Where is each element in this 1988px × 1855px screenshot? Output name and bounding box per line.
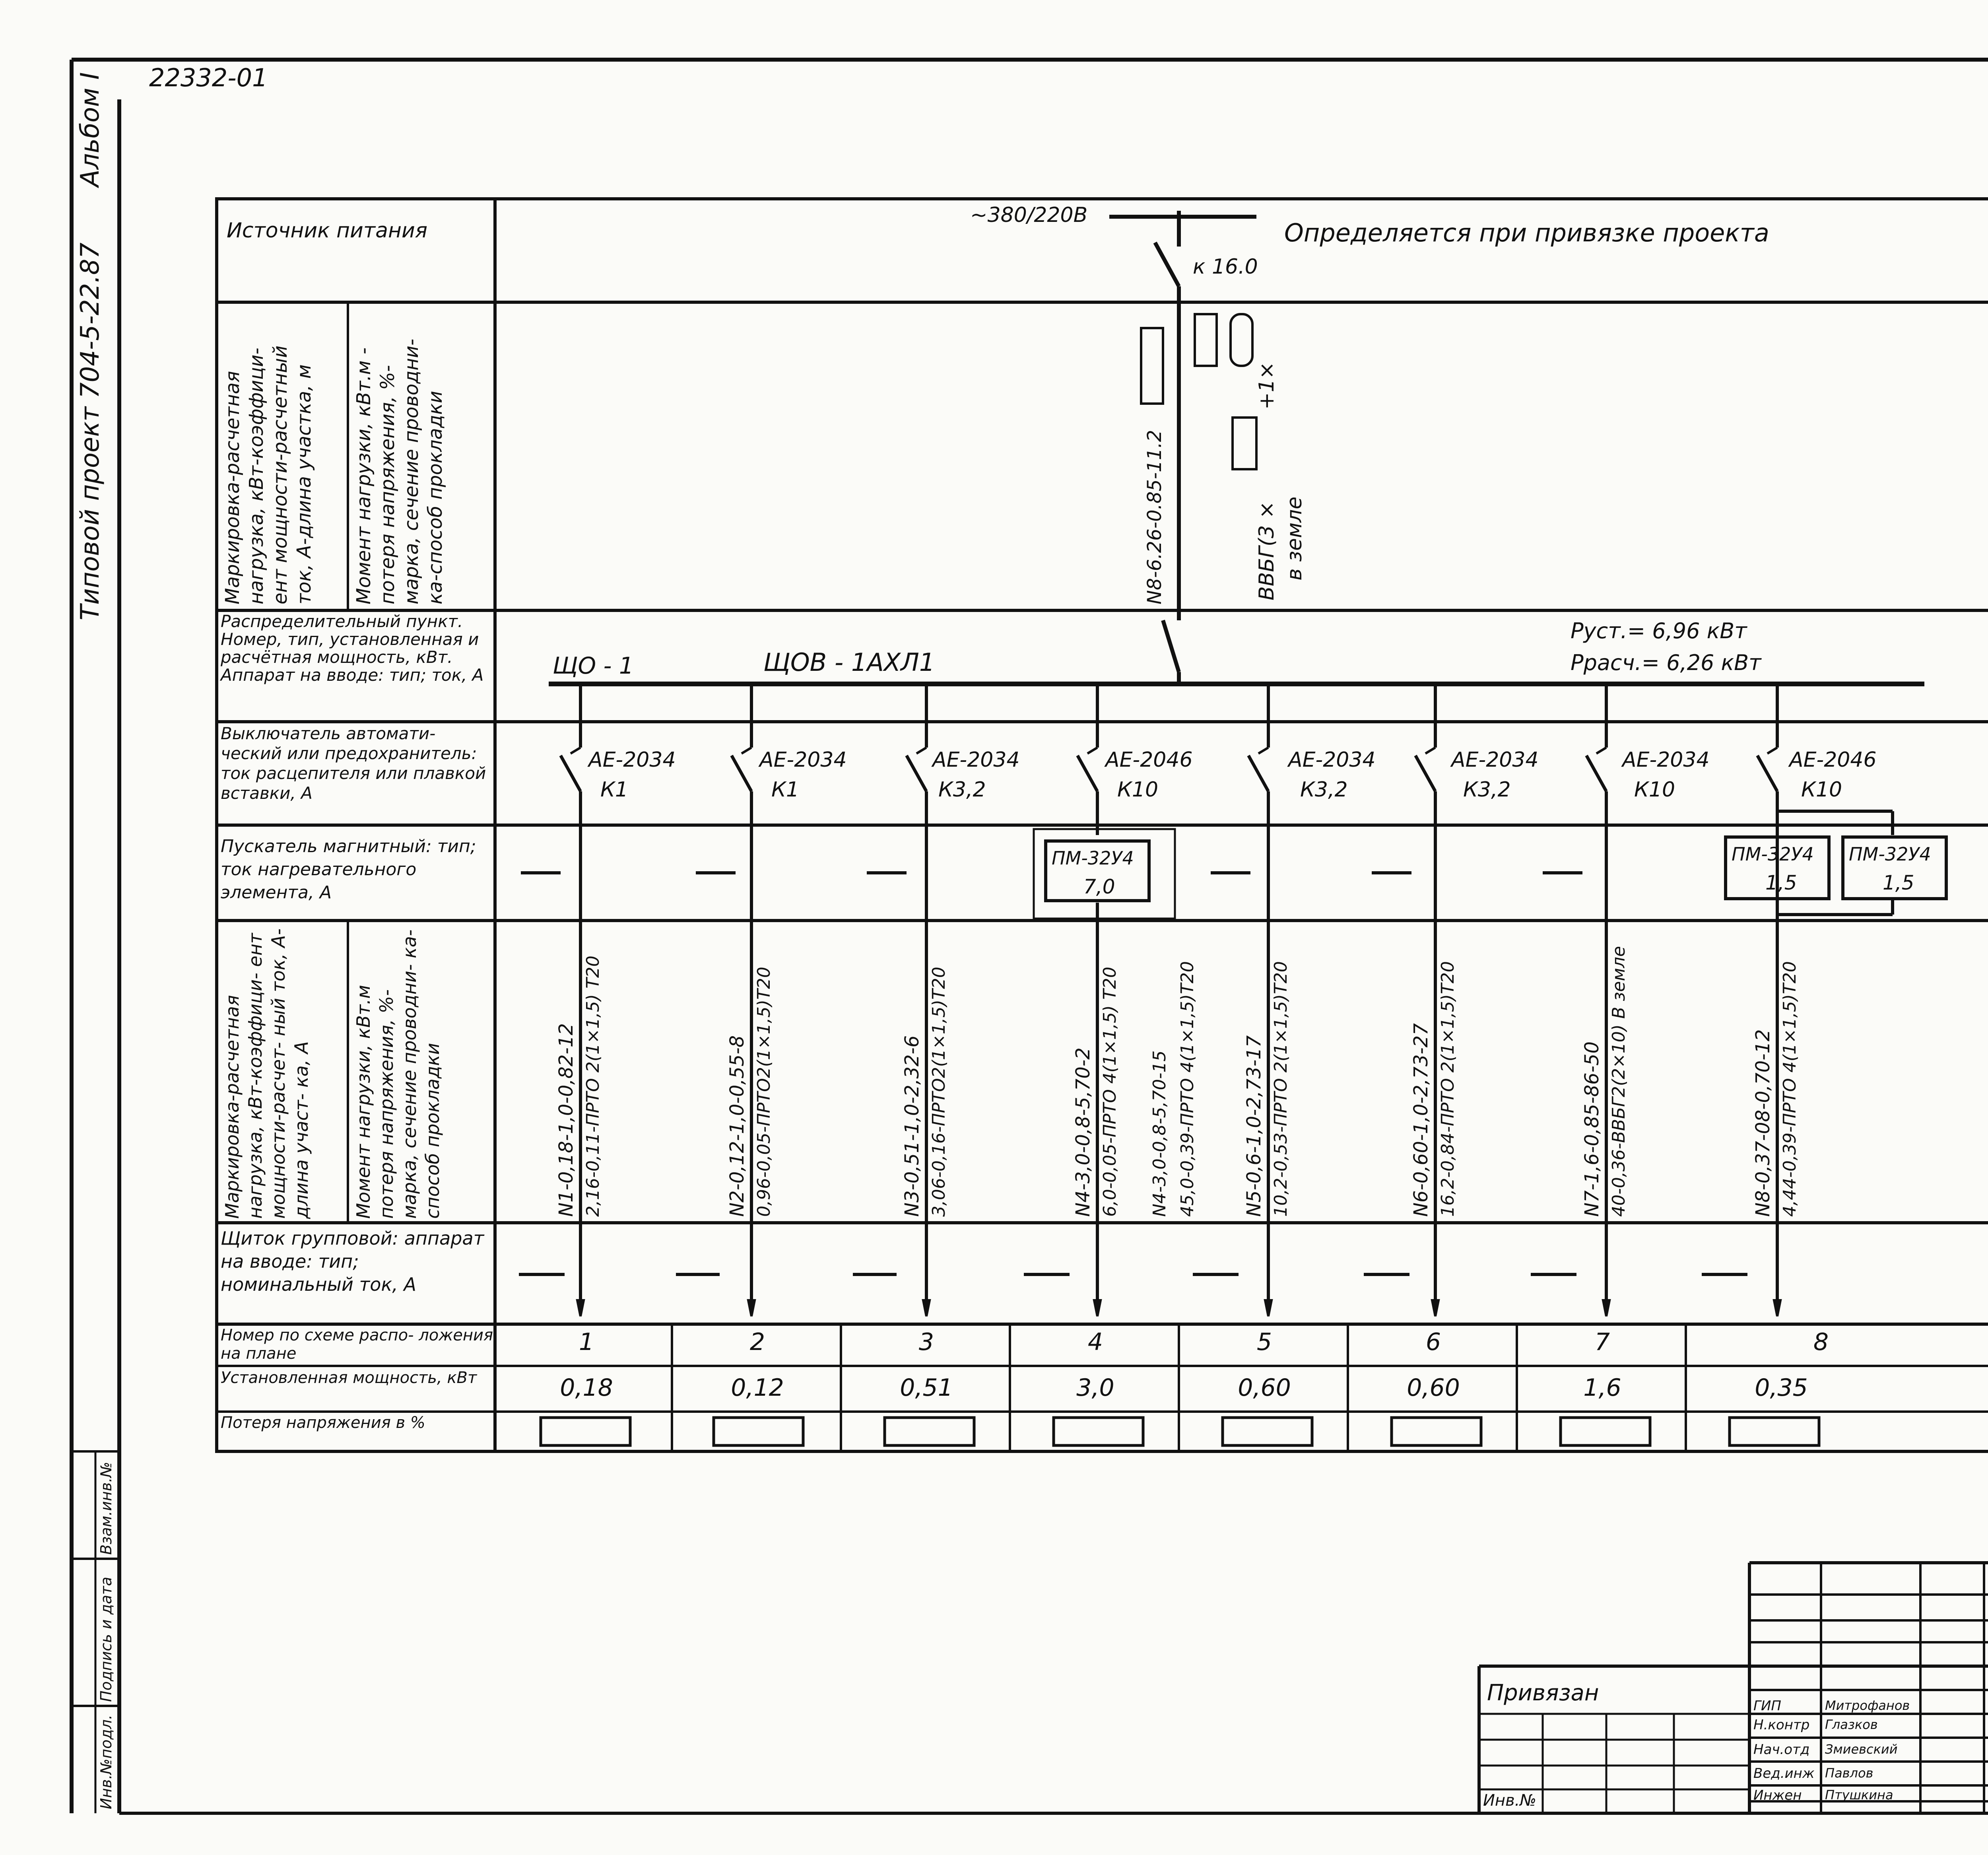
breaker-1-rating: К1 xyxy=(600,778,629,802)
row-label-marking-top-b: Момент нагрузки, кВт.м - потеря напряжения, %- марка, сечение проводни- ка-способ прокладки xyxy=(353,338,447,604)
feeder-cable: ВВБГ(3 × xyxy=(1255,501,1279,600)
circuit-1-line-b: 2,16-0,11-ПРТО 2(1×1,5) Т20 xyxy=(583,956,603,1217)
stamp-role-5: Инжен xyxy=(1753,1787,1802,1803)
row-label-number: Номер по схеме распо- ложения на плане xyxy=(221,1326,493,1363)
circuit-8-line-b: 4,44-0,39-ПРТО 4(1×1,5)Т20 xyxy=(1780,961,1800,1217)
starter-8b-rating: 1,5 xyxy=(1883,871,1914,894)
row-label-breakers: Выключатель автомати- ческий или предохранитель: ток расцепителя или плавкой вставки, А xyxy=(221,724,486,803)
feeder-laying: в земле xyxy=(1283,496,1307,581)
row-label-group-panel: Щиток групповой: аппарат на вводе: тип; номинальный ток, А xyxy=(221,1228,484,1295)
breaker-6-type: АЕ-2034 xyxy=(1451,748,1539,772)
breaker-5-rating: К3,2 xyxy=(1300,778,1348,802)
side-field-2: Подпись и дата xyxy=(97,1577,115,1702)
breaker-3-type: АЕ-2034 xyxy=(932,748,1020,772)
album-label: Альбом I xyxy=(76,72,105,187)
circuit-1-number: 1 xyxy=(579,1328,594,1356)
breaker-3-rating: К3,2 xyxy=(938,778,986,802)
stamp-role-3: Нач.отд xyxy=(1753,1742,1810,1758)
starter-8a-type: ПМ-32У4 xyxy=(1732,843,1814,865)
starter-4-rating: 7,0 xyxy=(1083,875,1115,898)
breaker-1-type: АЕ-2034 xyxy=(588,748,676,772)
row-label-marking-top-a: Маркировка-расчетная нагрузка, кВт-коэффици- ент мощности-расчетный ток, А-длина участка, м xyxy=(221,345,315,604)
stamp-role-1: ГИП xyxy=(1753,1698,1781,1714)
circuit-3-line-b: 3,06-0,16-ПРТО2(1×1,5)Т20 xyxy=(929,967,949,1217)
circuit-5-line-b: 10,2-0,53-ПРТО 2(1×1,5)Т20 xyxy=(1271,961,1291,1217)
circuit-2-number: 2 xyxy=(749,1328,765,1356)
circuit-6-number: 6 xyxy=(1425,1328,1441,1356)
breaker-7-rating: К10 xyxy=(1634,778,1675,802)
circuit-5-line-a: N5-0,6-1,0-2,73-17 xyxy=(1243,1035,1265,1217)
side-field-3: Инв.№подл. xyxy=(97,1714,115,1809)
circuit-7-power: 1,6 xyxy=(1583,1374,1621,1402)
circuit-4-line-b: 6,0-0,05-ПРТО 4(1×1,5) Т20 xyxy=(1100,967,1120,1217)
circuit-1-line-a: N1-0,18-1,0-0,82-12 xyxy=(555,1023,577,1217)
stamp-name-4: Павлов xyxy=(1825,1766,1873,1781)
circuit-3-line-a: N3-0,51-1,0-2,32-6 xyxy=(901,1035,923,1217)
circuit-4-line-c: N4-3,0-0,8-5,70-15 xyxy=(1149,1050,1170,1217)
circuit-2-line-b: 0,96-0,05-ПРТО2(1×1,5)Т20 xyxy=(754,967,774,1217)
row-label-distribution: Распределительный пункт. Номер, тип, установленная и расчётная мощность, кВт. Аппарат на вводе: тип; ток, А xyxy=(221,612,484,685)
row-label-voltage-loss: Потеря напряжения в % xyxy=(221,1414,425,1432)
panel-p-installed: Руст.= 6,96 кВт xyxy=(1571,618,1747,643)
circuit-8-number: 8 xyxy=(1813,1328,1829,1356)
circuit-6-line-a: N6-0,60-1,0-2,73-27 xyxy=(1410,1023,1432,1217)
breaker-2-type: АЕ-2034 xyxy=(759,748,847,772)
circuit-2-power: 0,12 xyxy=(731,1374,784,1402)
breaker-4-type: АЕ-2046 xyxy=(1105,748,1193,772)
stamp-name-5: Птушкина xyxy=(1825,1787,1893,1803)
row-label-source: Источник питания xyxy=(227,219,428,243)
panel-name-2: ЩОВ - 1АХЛ1 xyxy=(763,648,935,677)
circuit-2-line-a: N2-0,12-1,0-0,55-8 xyxy=(726,1035,748,1217)
breaker-4-rating: К10 xyxy=(1117,778,1159,802)
project-side-label: Типовой проект 704-5-22.87 xyxy=(76,242,105,620)
feeder-cable-extra: +1× xyxy=(1255,361,1279,410)
starter-4-type: ПМ-32У4 xyxy=(1052,847,1134,869)
circuit-5-number: 5 xyxy=(1256,1328,1272,1356)
circuit-6-power: 0,60 xyxy=(1407,1374,1460,1402)
source-breaker: к 16.0 xyxy=(1193,255,1258,279)
circuit-8-power: 0,35 xyxy=(1755,1374,1808,1402)
breaker-5-type: АЕ-2034 xyxy=(1288,748,1376,772)
circuit-6-line-b: 16,2-0,84-ПРТО 2(1×1,5)Т20 xyxy=(1438,961,1458,1217)
panel-p-calc: Ррасч.= 6,26 кВт xyxy=(1571,650,1761,675)
breaker-8-rating: К10 xyxy=(1801,778,1842,802)
circuit-4-line-a: N4-3,0-0,8-5,70-2 xyxy=(1072,1047,1094,1217)
sheet-code: 22332-01 xyxy=(149,63,268,92)
breaker-6-rating: К3,2 xyxy=(1463,778,1511,802)
panel-name-1: ЩО - 1 xyxy=(553,652,634,679)
circuit-4-power: 3,0 xyxy=(1076,1374,1114,1402)
row-label-marking-bot-b: Момент нагрузки, кВт.м потеря напряжения, %- марка, сечение проводни- ка-способ прокладки xyxy=(353,929,443,1219)
circuit-3-power: 0,51 xyxy=(900,1374,953,1402)
circuit-7-line-a: N7-1,6-0,85-86-50 xyxy=(1581,1041,1603,1217)
circuit-7-number: 7 xyxy=(1594,1328,1610,1356)
source-voltage: ~380/220В xyxy=(970,203,1088,227)
circuit-5-power: 0,60 xyxy=(1238,1374,1291,1402)
stamp-bound: Привязан xyxy=(1487,1680,1599,1706)
starter-8b-type: ПМ-32У4 xyxy=(1849,843,1931,865)
row-label-marking-bot-a: Маркировка-расчетная нагрузка, кВт-коэффици- ент мощности-расчет- ный ток, А-длина участ- ка, А xyxy=(221,928,312,1219)
starter-8a-rating: 1,5 xyxy=(1765,871,1797,894)
breaker-8-type: АЕ-2046 xyxy=(1789,748,1877,772)
circuit-4-line-d: 45,0-0,39-ПРТО 4(1×1,5)Т20 xyxy=(1177,961,1198,1217)
breaker-2-rating: К1 xyxy=(771,778,800,802)
stamp-name-3: Змиевский xyxy=(1825,1742,1898,1757)
circuit-7-line-b: 40-0,36-ВВБГ2(2×10) В земле xyxy=(1609,946,1629,1217)
circuit-1-power: 0,18 xyxy=(560,1374,613,1402)
stamp-name-1: Митрофанов xyxy=(1825,1698,1910,1713)
circuit-3-number: 3 xyxy=(918,1328,934,1356)
side-field-1: Взам.инв.№ xyxy=(97,1462,115,1555)
stamp-inv: Инв.№ xyxy=(1483,1791,1536,1810)
source-note: Определяется при привязке проекта xyxy=(1284,218,1769,247)
stamp-role-4: Вед.инж xyxy=(1753,1766,1815,1781)
row-label-installed: Установленная мощность, кВт xyxy=(221,1369,477,1387)
breaker-7-type: АЕ-2034 xyxy=(1622,748,1710,772)
circuit-4-number: 4 xyxy=(1087,1328,1103,1356)
row-label-starter: Пускатель магнитный: тип; ток нагревательного элемента, А xyxy=(221,836,476,903)
stamp-role-2: Н.контр xyxy=(1753,1717,1810,1733)
circuit-8-line-a: N8-0,37-08-0,70-12 xyxy=(1752,1029,1774,1217)
feeder-line: N8-6.26-0.85-11.2 xyxy=(1143,429,1166,604)
stamp-name-2: Глазков xyxy=(1825,1717,1878,1732)
